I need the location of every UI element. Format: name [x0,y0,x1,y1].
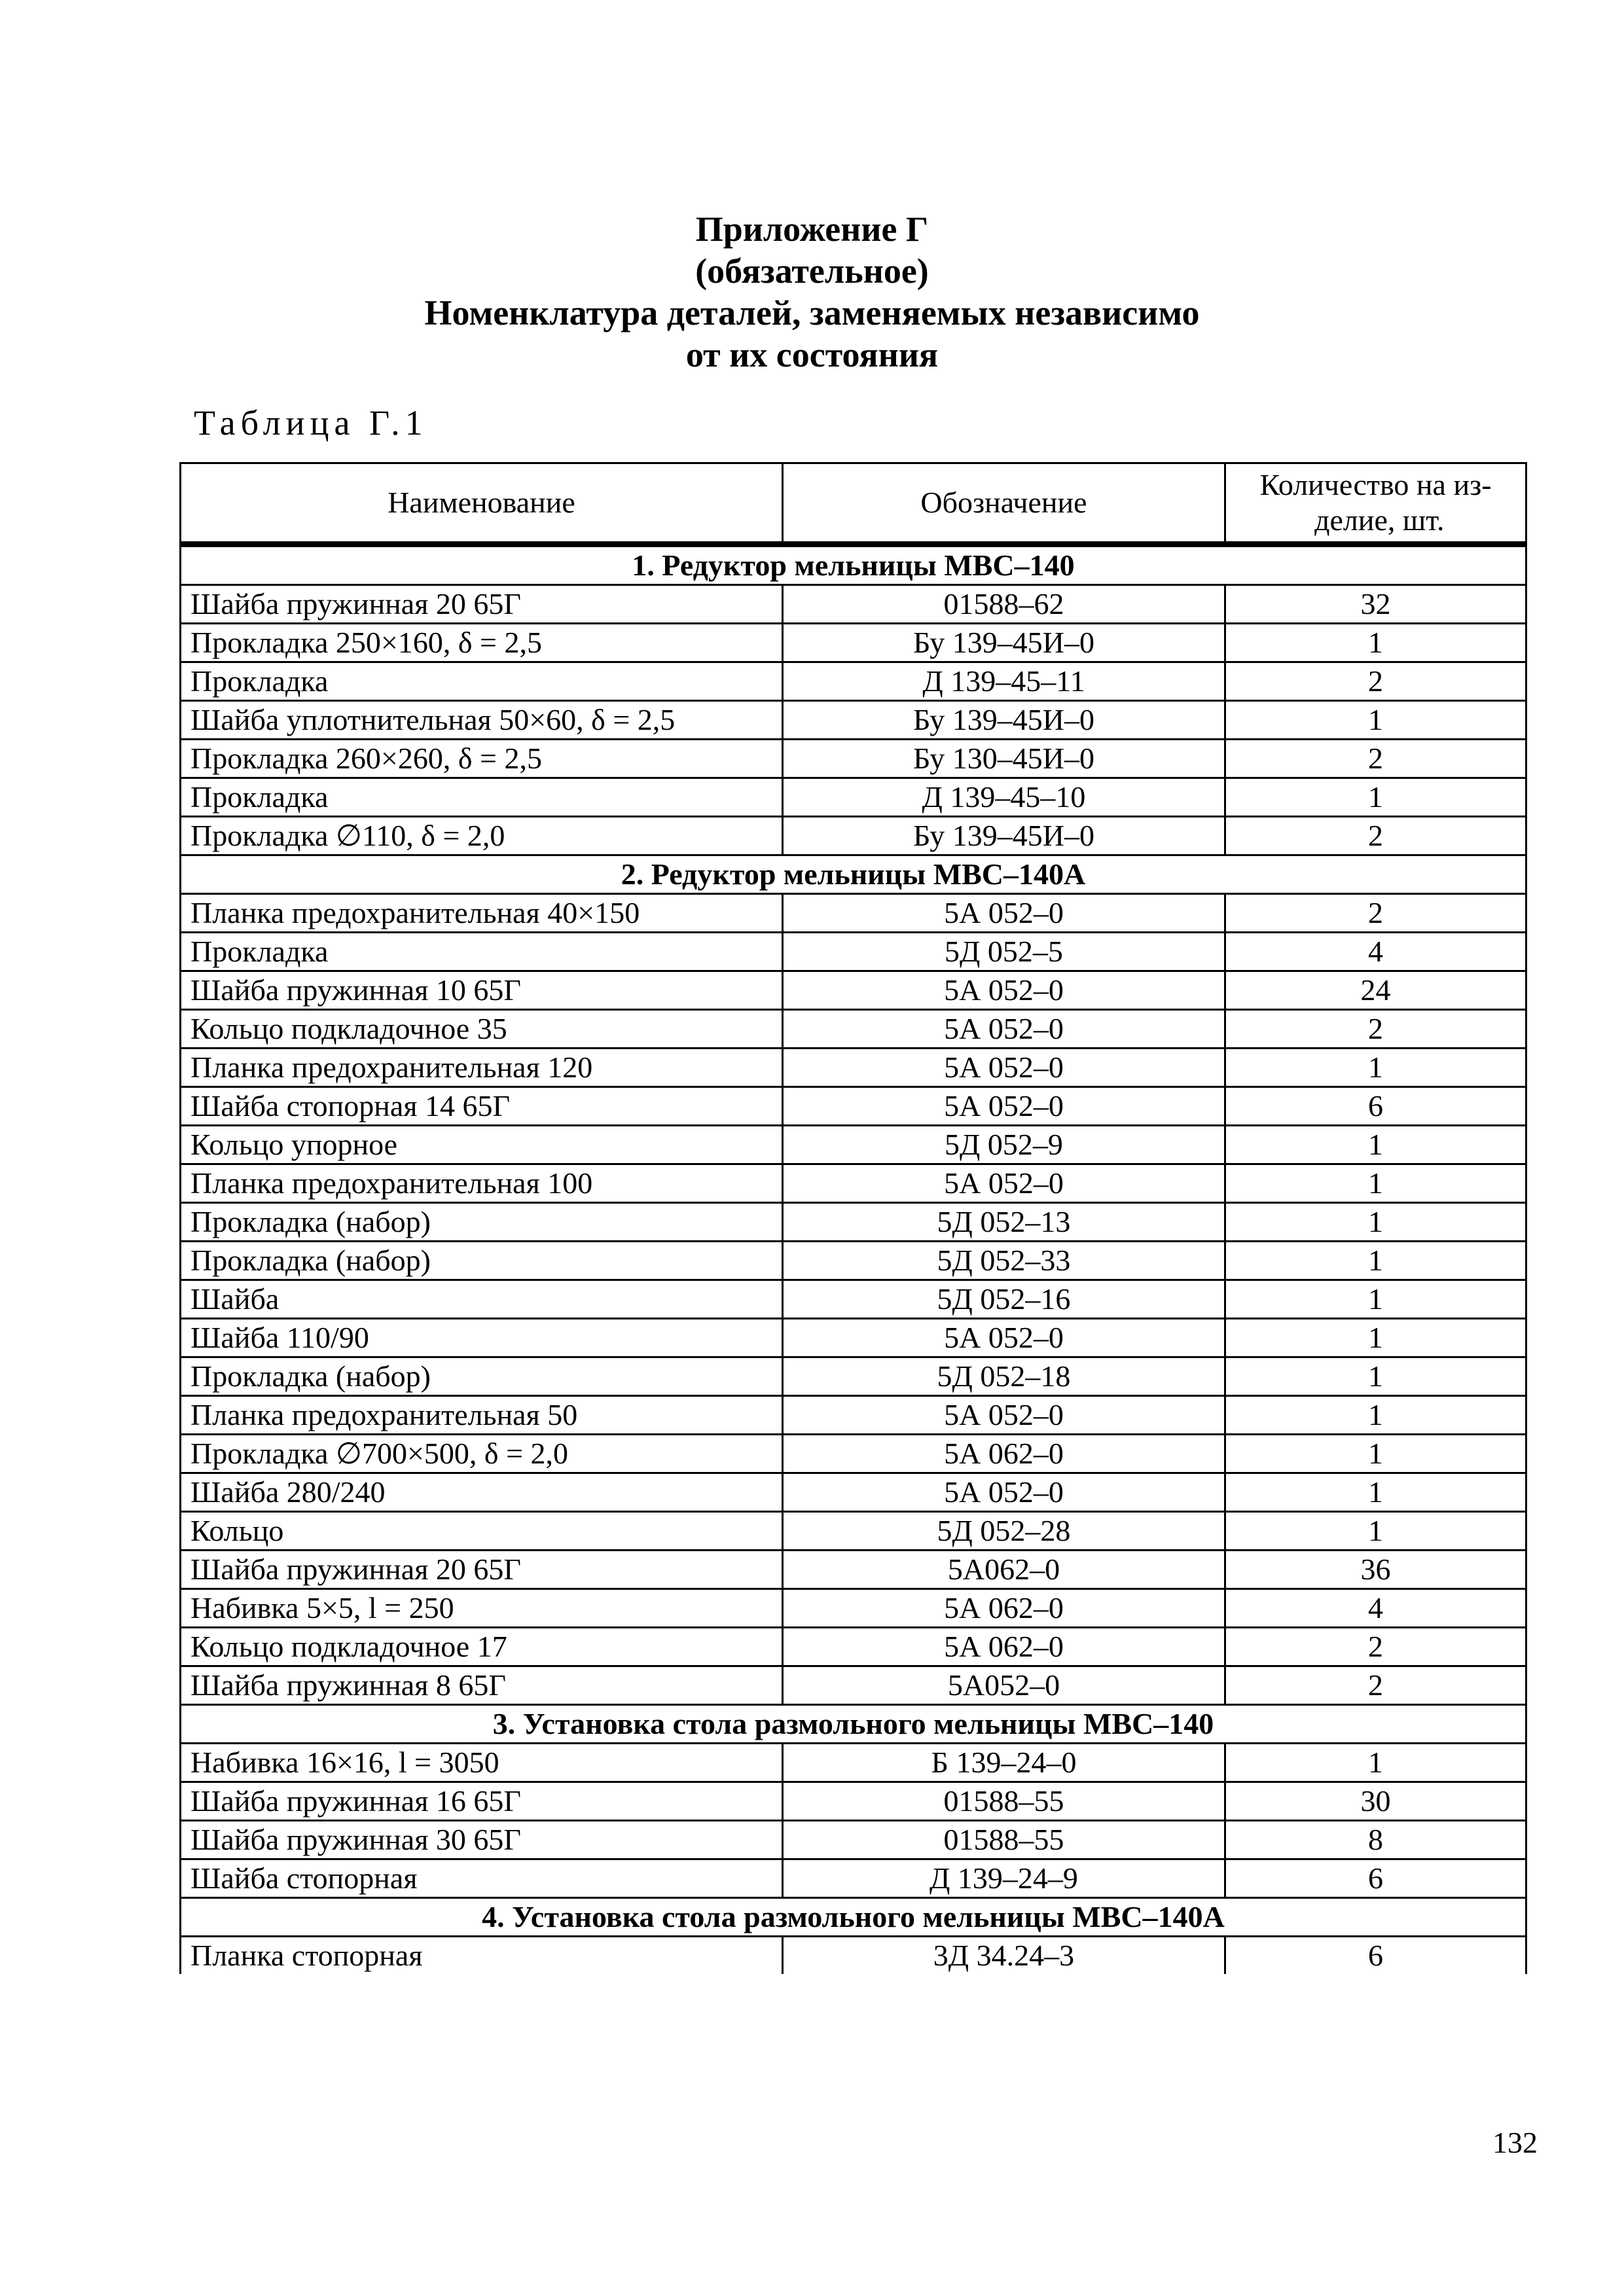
section-row [181,545,1526,585]
quantity-cell: 1 [1225,1435,1526,1473]
part-name-cell: Шайба уплотнительная 50×60, δ = 2,5 [181,701,783,740]
designation-cell: 5А 052–0 [783,1010,1225,1049]
table-row [181,894,1526,933]
designation-cell: 5А052–0 [783,1666,1225,1705]
designation-cell: Д 139–45–10 [783,778,1225,817]
part-name-cell: Кольцо подкладочное 35 [181,1010,783,1049]
table-row [181,1435,1526,1473]
designation-cell: 5Д 052–9 [783,1126,1225,1164]
designation-cell: 5А 062–0 [783,1589,1225,1628]
table-row [181,1126,1526,1164]
quantity-cell: 1 [1225,1126,1526,1164]
designation-cell: 5А 052–0 [783,1164,1225,1203]
quantity-cell: 2 [1225,1666,1526,1705]
part-name-cell: Планка стопорная [181,1937,783,1975]
part-name-cell: Шайба [181,1280,783,1319]
table-row [181,701,1526,740]
part-name-cell: Прокладка 250×160, δ = 2,5 [181,624,783,662]
table-row [181,624,1526,662]
section-row [181,1898,1526,1937]
quantity-cell: 1 [1225,1203,1526,1242]
quantity-cell: 36 [1225,1551,1526,1589]
quantity-cell: 2 [1225,740,1526,778]
table-row [181,740,1526,778]
appendix-title: Приложение Г [695,209,929,249]
designation-cell: Бу 139–45И–0 [783,624,1225,662]
quantity-cell: 4 [1225,1589,1526,1628]
quantity-cell: 1 [1225,1473,1526,1512]
table-row [181,1821,1526,1859]
part-name-cell: Планка предохранительная 50 [181,1396,783,1435]
part-name-cell: Шайба стопорная [181,1859,783,1898]
designation-cell: 5А 052–0 [783,1319,1225,1357]
part-name-cell: Шайба пружинная 20 65Г [181,585,783,624]
table-row [181,1319,1526,1357]
table-row [181,1164,1526,1203]
table-row [181,1859,1526,1898]
part-name-cell: Планка предохранительная 120 [181,1049,783,1087]
designation-cell: Д 139–24–9 [783,1859,1225,1898]
section-title: 1. Редуктор мельницы МВС–140 [181,545,1526,585]
table-row [181,1396,1526,1435]
quantity-cell: 1 [1225,701,1526,740]
table-row [181,1551,1526,1589]
designation-cell: Бу 139–45И–0 [783,701,1225,740]
designation-cell: 5Д 052–18 [783,1357,1225,1396]
table-row [181,817,1526,855]
appendix-subject-line-1: Номенклатура деталей, заменяемых независимо [424,293,1200,332]
part-name-cell: Шайба пружинная 20 65Г [181,1551,783,1589]
quantity-cell: 1 [1225,1242,1526,1280]
parts-table [179,462,1527,1974]
quantity-cell: 1 [1225,1280,1526,1319]
table-row [181,1203,1526,1242]
designation-cell: 5Д 052–28 [783,1512,1225,1551]
header-designation: Обозначение [783,463,1225,545]
part-name-cell: Прокладка ∅110, δ = 2,0 [181,817,783,855]
designation-cell: 5А 052–0 [783,971,1225,1010]
quantity-cell: 2 [1225,1010,1526,1049]
part-name-cell: Шайба пружинная 10 65Г [181,971,783,1010]
part-name-cell: Прокладка ∅700×500, δ = 2,0 [181,1435,783,1473]
quantity-cell: 2 [1225,1628,1526,1666]
designation-cell: 5А 062–0 [783,1435,1225,1473]
table-row [181,1010,1526,1049]
part-name-cell: Шайба пружинная 8 65Г [181,1666,783,1705]
header-quantity: Количество на из- делие, шт. [1225,463,1526,545]
appendix-heading [0,208,1624,376]
designation-cell: 5Д 052–5 [783,933,1225,971]
table-row [181,1242,1526,1280]
part-name-cell: Прокладка (набор) [181,1357,783,1396]
designation-cell: 5А 052–0 [783,1087,1225,1126]
table-row [181,585,1526,624]
designation-cell: 01588–55 [783,1821,1225,1859]
part-name-cell: Кольцо подкладочное 17 [181,1628,783,1666]
table-row [181,1782,1526,1821]
quantity-cell: 2 [1225,817,1526,855]
table-row [181,1473,1526,1512]
section-title: 4. Установка стола размольного мельницы МВС–140А [181,1898,1526,1937]
quantity-cell: 24 [1225,971,1526,1010]
quantity-cell: 1 [1225,624,1526,662]
quantity-cell: 2 [1225,662,1526,701]
appendix-status: (обязательное) [695,251,929,291]
section-title: 3. Установка стола размольного мельницы МВС–140 [181,1705,1526,1744]
table-header-row [181,463,1526,545]
part-name-cell: Набивка 5×5, l = 250 [181,1589,783,1628]
part-name-cell: Шайба пружинная 30 65Г [181,1821,783,1859]
table-row [181,1666,1526,1705]
table-row [181,933,1526,971]
designation-cell: Д 139–45–11 [783,662,1225,701]
part-name-cell: Прокладка [181,933,783,971]
part-name-cell: Прокладка (набор) [181,1203,783,1242]
designation-cell: 5А 052–0 [783,894,1225,933]
designation-cell: 01588–62 [783,585,1225,624]
section-row [181,1705,1526,1744]
quantity-cell: 4 [1225,933,1526,971]
table-row [181,1087,1526,1126]
part-name-cell: Шайба 110/90 [181,1319,783,1357]
part-name-cell: Кольцо упорное [181,1126,783,1164]
designation-cell: Бу 130–45И–0 [783,740,1225,778]
part-name-cell: Прокладка [181,778,783,817]
table-row [181,1280,1526,1319]
designation-cell: 5Д 052–13 [783,1203,1225,1242]
quantity-cell: 1 [1225,1512,1526,1551]
designation-cell: 3Д 34.24–3 [783,1937,1225,1975]
header-name: Наименование [181,463,783,545]
table-row [181,1628,1526,1666]
designation-cell: 5Д 052–16 [783,1280,1225,1319]
quantity-cell: 8 [1225,1821,1526,1859]
table-row [181,1357,1526,1396]
quantity-cell: 1 [1225,1357,1526,1396]
designation-cell: 5А 062–0 [783,1628,1225,1666]
designation-cell: 5Д 052–33 [783,1242,1225,1280]
table-row [181,778,1526,817]
designation-cell: Б 139–24–0 [783,1744,1225,1782]
table-row [181,1512,1526,1551]
part-name-cell: Прокладка [181,662,783,701]
section-title: 2. Редуктор мельницы МВС–140А [181,855,1526,894]
table-row [181,1589,1526,1628]
quantity-cell: 6 [1225,1087,1526,1126]
table-row [181,1744,1526,1782]
part-name-cell: Набивка 16×16, l = 3050 [181,1744,783,1782]
designation-cell: 5А 052–0 [783,1049,1225,1087]
quantity-cell: 32 [1225,585,1526,624]
designation-cell: 5А062–0 [783,1551,1225,1589]
part-name-cell: Прокладка (набор) [181,1242,783,1280]
quantity-cell: 2 [1225,894,1526,933]
quantity-cell: 1 [1225,1396,1526,1435]
table-caption: Таблица Г.1 [194,403,428,442]
part-name-cell: Шайба стопорная 14 65Г [181,1087,783,1126]
part-name-cell: Прокладка 260×260, δ = 2,5 [181,740,783,778]
quantity-cell: 30 [1225,1782,1526,1821]
part-name-cell: Шайба 280/240 [181,1473,783,1512]
section-row [181,855,1526,894]
quantity-cell: 1 [1225,1164,1526,1203]
table-row [181,1937,1526,1975]
quantity-cell: 1 [1225,1744,1526,1782]
quantity-cell: 1 [1225,778,1526,817]
page-number: 132 [1492,2126,1538,2159]
quantity-cell: 6 [1225,1937,1526,1975]
quantity-cell: 6 [1225,1859,1526,1898]
designation-cell: 5А 052–0 [783,1473,1225,1512]
table-body [181,545,1526,1975]
table-row [181,662,1526,701]
designation-cell: Бу 139–45И–0 [783,817,1225,855]
quantity-cell: 1 [1225,1049,1526,1087]
designation-cell: 5А 052–0 [783,1396,1225,1435]
part-name-cell: Кольцо [181,1512,783,1551]
table-row [181,971,1526,1010]
part-name-cell: Планка предохранительная 100 [181,1164,783,1203]
designation-cell: 01588–55 [783,1782,1225,1821]
quantity-cell: 1 [1225,1319,1526,1357]
appendix-subject-line-2: от их состояния [685,335,939,374]
part-name-cell: Шайба пружинная 16 65Г [181,1782,783,1821]
table-row [181,1049,1526,1087]
part-name-cell: Планка предохранительная 40×150 [181,894,783,933]
